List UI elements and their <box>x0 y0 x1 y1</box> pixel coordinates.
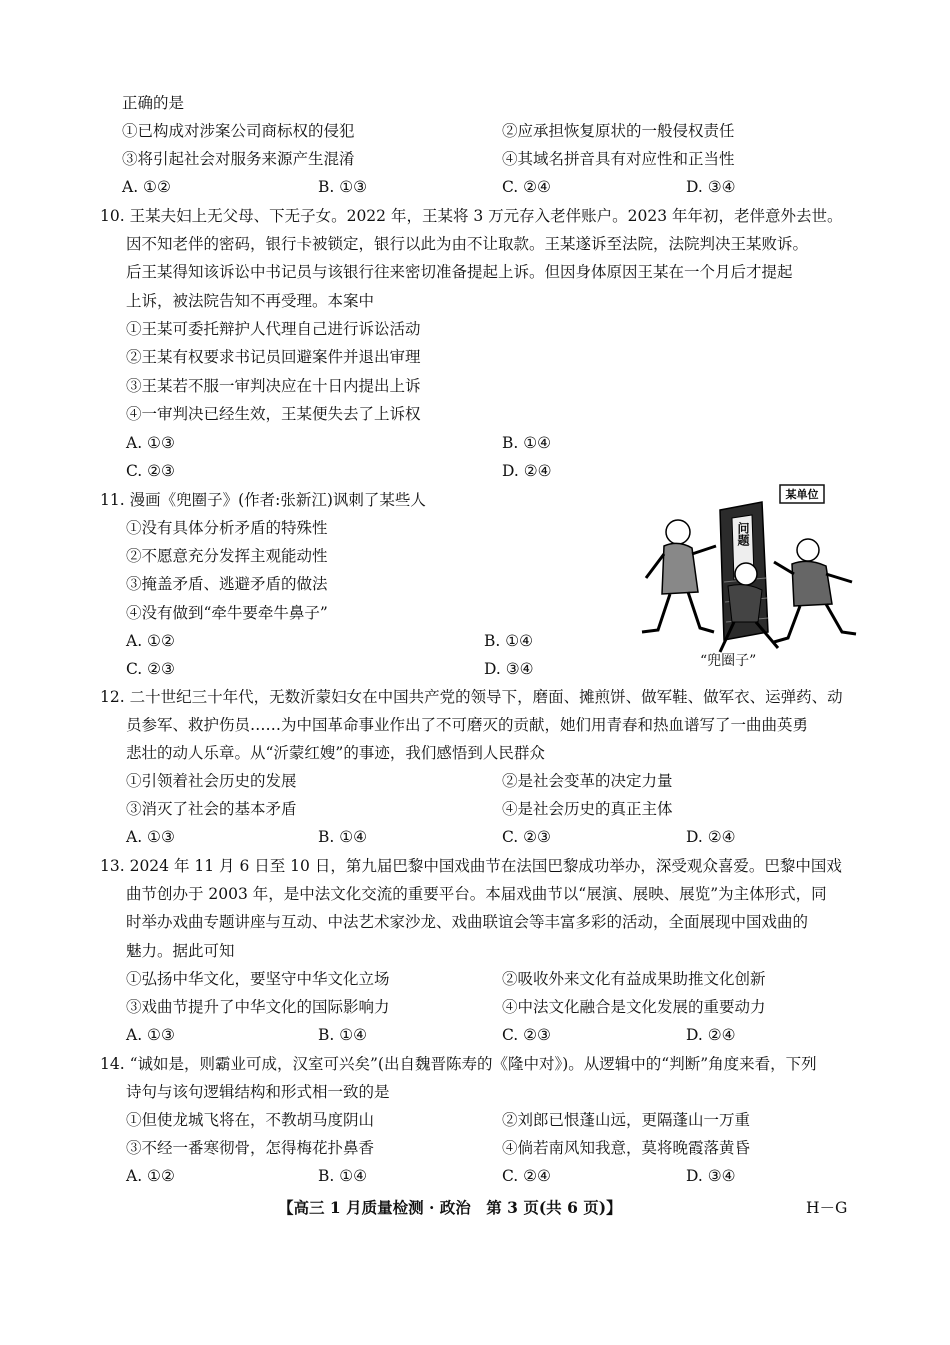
q11-choice-b: B. ①④ <box>484 632 534 650</box>
q11-option-3: ③掩盖矛盾、逃避矛盾的做法 <box>126 575 328 593</box>
q13-stem-line-1: 13. 2024 年 11 月 6 日至 10 日，第九届巴黎中国戏曲节在法国巴黎成功举办，深受观众喜爱。巴黎中国戏 <box>100 857 842 875</box>
cartoon-pillar-text: 问题 <box>736 522 750 546</box>
q14-option-2: ②刘郎已恨蓬山远，更隔蓬山一万重 <box>502 1111 751 1129</box>
q10-choice-d: D. ②④ <box>502 462 552 480</box>
q12-choice-a: A. ①③ <box>126 828 175 846</box>
cartoon-sign-text: 某单位 <box>785 488 819 501</box>
q9-tail: 正确的是 <box>122 94 185 112</box>
q12-option-4: ④是社会历史的真正主体 <box>502 800 673 818</box>
q13-option-3: ③戏曲节提升了中华文化的国际影响力 <box>126 998 390 1016</box>
q11-choice-c: C. ②③ <box>126 660 175 678</box>
q13-choice-b: B. ①④ <box>318 1026 368 1044</box>
q9-option-3: ③将引起社会对服务来源产生混淆 <box>122 150 355 168</box>
q9-choice-d: D. ③④ <box>686 178 736 196</box>
q14-choice-d: D. ③④ <box>686 1167 736 1185</box>
q14-option-4: ④倘若南风知我意，莫将晚霞落黄昏 <box>502 1139 751 1157</box>
q9-choice-c: C. ②④ <box>502 178 551 196</box>
page-footer-code: H－G <box>806 1199 848 1217</box>
q9-option-2: ②应承担恢复原状的一般侵权责任 <box>502 122 735 140</box>
q12-choice-c: C. ②③ <box>502 828 551 846</box>
q12-stem-line-2: 员参军、救护伤员……为中国革命事业作出了不可磨灭的贡献，她们用青春和热血谱写了一曲曲英勇 <box>126 716 809 734</box>
q12-option-2: ②是社会变革的决定力量 <box>502 772 673 790</box>
q11-option-1: ①没有具体分析矛盾的特殊性 <box>126 519 328 537</box>
q10-option-2: ②王某有权要求书记员回避案件并退出审理 <box>126 348 421 366</box>
q13-option-2: ②吸收外来文化有益成果助推文化创新 <box>502 970 766 988</box>
q11-choice-d: D. ③④ <box>484 660 534 678</box>
q10-choice-a: A. ①③ <box>126 434 175 452</box>
page-footer-title: 【高三 1 月质量检测 · 政治 第 3 页(共 6 页)】 <box>278 1198 622 1217</box>
q10-stem-line-4: 上诉，被法院告知不再受理。本案中 <box>126 292 375 310</box>
q11-stem: 11. 漫画《兜圈子》(作者:张新江)讽刺了某些人 <box>100 491 426 509</box>
q10-choice-b: B. ①④ <box>502 434 552 452</box>
q10-stem-line-1: 10. 王某夫妇上无父母、下无子女。2022 年，王某将 3 万元存入老伴账户。2023 年年初，老伴意外去世。 <box>100 207 843 225</box>
q14-stem-line-1: 14. “诚如是，则霸业可成，汉室可兴矣”(出自魏晋陈寿的《隆中对》)。从逻辑中的“判断”角度来看，下列 <box>100 1055 817 1073</box>
q14-option-1: ①但使龙城飞将在，不教胡马度阴山 <box>126 1111 375 1129</box>
q10-option-3: ③王某若不服一审判决应在十日内提出上诉 <box>126 377 421 395</box>
q13-choice-d: D. ②④ <box>686 1026 736 1044</box>
q13-stem-line-3: 时举办戏曲专题讲座与互动、中法艺术家沙龙、戏曲联谊会等丰富多彩的活动，全面展现中国戏曲的 <box>126 913 809 931</box>
q9-choice-b: B. ①③ <box>318 178 368 196</box>
q14-choice-a: A. ①② <box>126 1167 175 1185</box>
q9-choice-a: A. ①② <box>122 178 171 196</box>
q11-choice-a: A. ①② <box>126 632 175 650</box>
q9-option-4: ④其域名拼音具有对应性和正当性 <box>502 150 735 168</box>
q9-option-1: ①已构成对涉案公司商标权的侵犯 <box>122 122 355 140</box>
q13-option-4: ④中法文化融合是文化发展的重要动力 <box>502 998 766 1016</box>
q12-choice-d: D. ②④ <box>686 828 736 846</box>
q13-choice-c: C. ②③ <box>502 1026 551 1044</box>
q13-stem-line-4: 魅力。据此可知 <box>126 942 235 960</box>
q10-choice-c: C. ②③ <box>126 462 175 480</box>
q12-option-1: ①引领着社会历史的发展 <box>126 772 297 790</box>
q12-choice-b: B. ①④ <box>318 828 368 846</box>
q14-option-3: ③不经一番寒彻骨，怎得梅花扑鼻香 <box>126 1139 375 1157</box>
q14-choice-b: B. ①④ <box>318 1167 368 1185</box>
q13-choice-a: A. ①③ <box>126 1026 175 1044</box>
q10-option-1: ①王某可委托辩护人代理自己进行诉讼活动 <box>126 320 421 338</box>
q12-option-3: ③消灭了社会的基本矛盾 <box>126 800 297 818</box>
q10-stem-line-2: 因不知老伴的密码，银行卡被锁定，银行以此为由不让取款。王某遂诉至法院，法院判决王某败诉。 <box>126 235 809 253</box>
q10-stem-line-3: 后王某得知该诉讼中书记员与该银行往来密切准备提起上诉。但因身体原因王某在一个月后才提起 <box>126 263 793 281</box>
q11-option-2: ②不愿意充分发挥主观能动性 <box>126 547 328 565</box>
q13-option-1: ①弘扬中华文化，要坚守中华文化立场 <box>126 970 390 988</box>
cartoon-illustration <box>628 482 860 657</box>
q10-option-4: ④一审判决已经生效，王某便失去了上诉权 <box>126 405 421 423</box>
q13-stem-line-2: 曲节创办于 2003 年，是中法文化交流的重要平台。本届戏曲节以“展演、展映、展览”为主体形式，同 <box>126 885 827 903</box>
q14-choice-c: C. ②④ <box>502 1167 551 1185</box>
q12-stem-line-3: 悲壮的动人乐章。从“沂蒙红嫂”的事迹，我们感悟到人民群众 <box>126 744 545 762</box>
cartoon-caption: “兜圈子” <box>700 653 757 669</box>
q14-stem-line-2: 诗句与该句逻辑结构和形式相一致的是 <box>126 1083 390 1101</box>
q11-option-4: ④没有做到“牵牛要牵牛鼻子” <box>126 604 328 622</box>
q12-stem-line-1: 12. 二十世纪三十年代，无数沂蒙妇女在中国共产党的领导下，磨面、摊煎饼、做军鞋、做军衣、运弹药、动 <box>100 688 843 706</box>
